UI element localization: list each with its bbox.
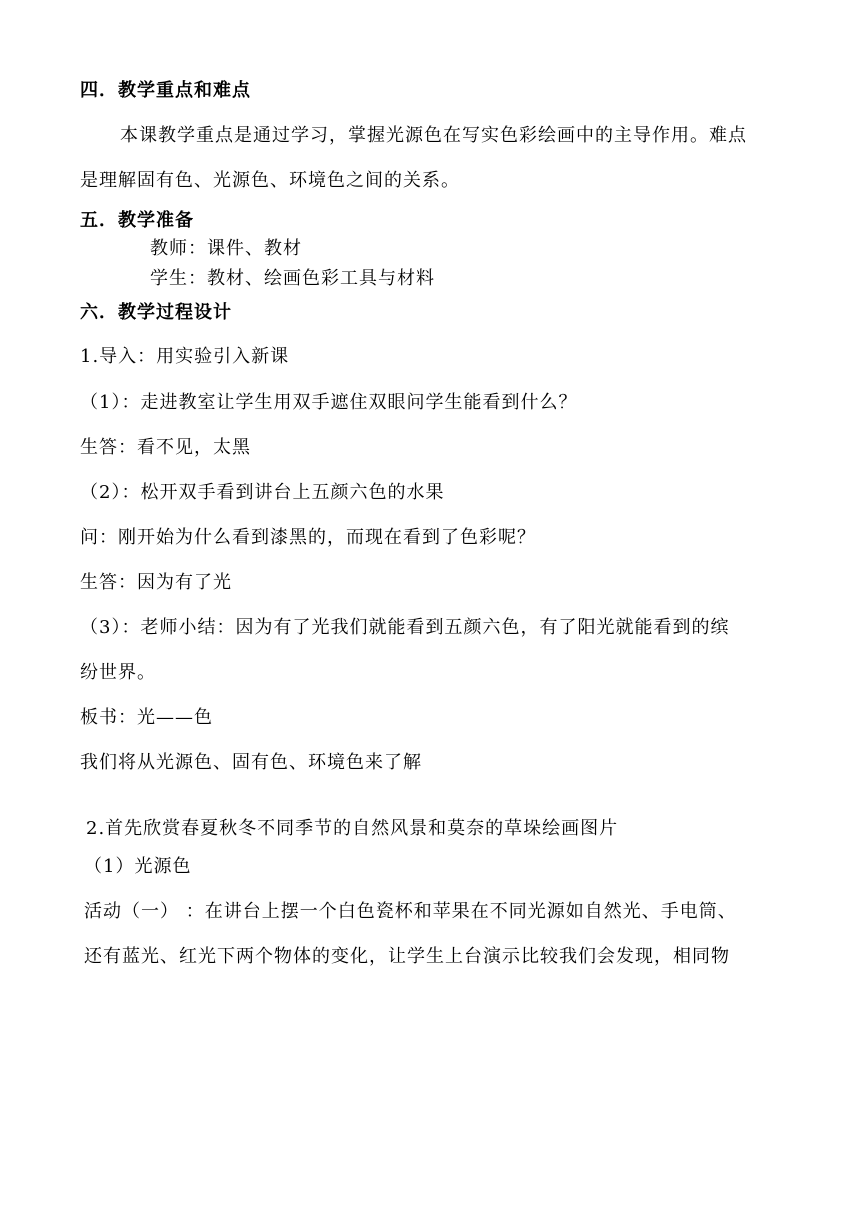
question2-text: 问：刚开始为什么看到漆黑的，而现在看到了色彩呢？ [80, 527, 536, 548]
answer2-text: 生答：因为有了光 [80, 572, 232, 593]
step3-text-line2: 纷世界。 [80, 662, 156, 683]
board-note: 板书：光——色 [80, 707, 213, 728]
section4-heading: 四．教学重点和难点 [80, 80, 251, 101]
section4-paragraph-line2: 是理解固有色、光源色、环境色之间的关系。 [80, 170, 460, 191]
section6-heading: 六．教学过程设计 [80, 302, 232, 323]
answer1-text: 生答：看不见，太黑 [80, 437, 251, 458]
step2-text: （2）：松开双手看到讲台上五颜六色的水果 [80, 482, 445, 503]
learning-intro: 我们将从光源色、固有色、环境色来了解 [80, 752, 422, 773]
student-preparation: 学生：教材、绘画色彩工具与材料 [150, 268, 435, 289]
step1-text: （1）：走进教室让学生用双手遮住双眼问学生能看到什么？ [80, 392, 578, 413]
step3-text-line1: （3）：老师小结：因为有了光我们就能看到五颜六色，有了阳光就能看到的缤 [80, 617, 730, 638]
item2-title: 2.首先欣赏春夏秋冬不同季节的自然风景和莫奈的草垛绘画图片 [86, 818, 619, 839]
activity1-text-line2: 还有蓝光、红光下两个物体的变化，让学生上台演示比较我们会发现，相同物 [84, 946, 730, 967]
teacher-preparation: 教师：课件、教材 [150, 238, 302, 259]
activity1-text-line1: 活动（一） ：在讲台上摆一个白色瓷杯和苹果在不同光源如自然光、手电筒、 [84, 901, 737, 922]
item1-title: 1.导入：用实验引入新课 [80, 346, 290, 367]
section5-heading: 五．教学准备 [80, 210, 194, 231]
sub1-title: （1）光源色 [84, 856, 192, 877]
section4-paragraph-line1: 本课教学重点是通过学习，掌握光源色在写实色彩绘画中的主导作用。难点 [120, 125, 747, 146]
